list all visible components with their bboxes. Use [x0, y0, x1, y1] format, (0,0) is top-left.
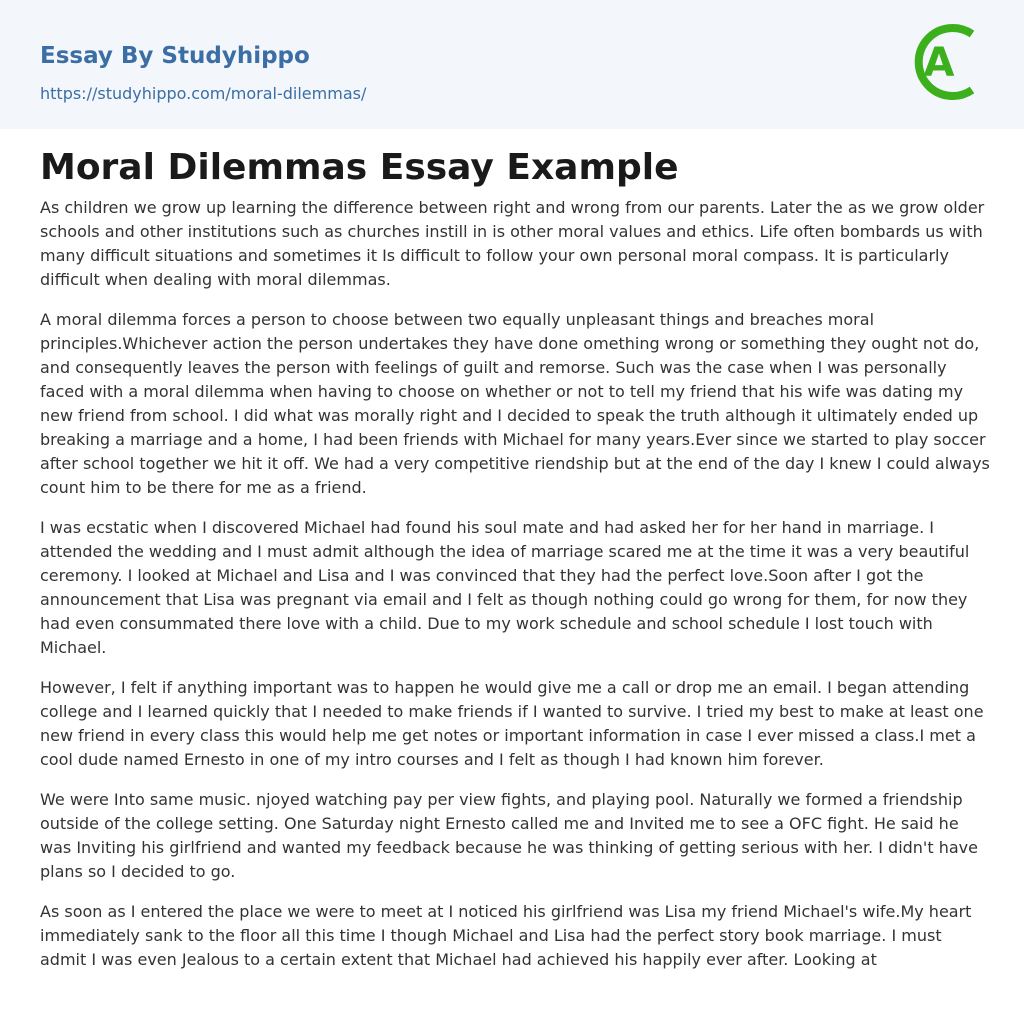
essay-title: Moral Dilemmas Essay Example — [40, 147, 679, 188]
essay-paragraph-5: We were Into same music. njoyed watching pay per view fights, and playing pool. Naturally we formed a friendship outside of the college setting. One Saturday night Ernesto called me and Invited me to see a OFC fight. He said he was Inviting his girlfriend and wanted my feedback because he was thinking of getting serious with her. I didn't have plans so I decided to go. — [40, 790, 978, 881]
site-header — [0, 0, 1024, 129]
studyhippo-logo-icon[interactable] — [910, 18, 988, 106]
essay-paragraph-2: A moral dilemma forces a person to choose between two equally unpleasant things and breaches moral principles.Whichever action the person undertakes they have done omething wrong or something they ought not do, and consequently leaves the person with feelings of guilt and remorse. Such was the case when I was personally faced with a moral dilemma when having to choose on whether or not to tell my friend that his wife was dating my new friend from school. I did what was morally right and I decided to speak the truth although it ultimately ended up breaking a marriage and a home, I had been friends with Michael for many years.Ever since we started to play soccer after school together we hit it off. We had a very competitive riendship but at the end of the day I knew I could always count him to be there for me as a friend. — [40, 310, 990, 497]
article-url-link[interactable]: https://studyhippo.com/moral-dilemmas/ — [40, 84, 367, 103]
brand-title[interactable]: Essay By Studyhippo — [40, 43, 310, 69]
essay-paragraph-1: As children we grow up learning the difference between right and wrong from our parents. Later the as we grow older schools and other institutions such as churches instill in is other moral values and ethics. Life often bombards us with many difficult situations and sometimes it Is difficult to follow your own personal moral compass. It is particularly difficult when dealing with moral dilemmas. — [40, 198, 985, 289]
essay-paragraph-4: However, I felt if anything important was to happen he would give me a call or drop me an email. I began attending college and I learned quickly that I needed to make friends if I wanted to survive. I tried my best to make at least one new friend in every class this would help me get notes or important information in case I ever missed a class.I met a cool dude named Ernesto in one of my intro courses and I felt as though I had known him forever. — [40, 678, 984, 769]
essay-paragraph-3: I was ecstatic when I discovered Michael had found his soul mate and had asked her for her hand in marriage. I attended the wedding and I must admit although the idea of marriage scared me at the time it was a very beautiful ceremony. I looked at Michael and Lisa and I was convinced that they had the perfect love.Soon after I got the announcement that Lisa was pregnant via email and I felt as though nothing could go wrong for them, for now they had even consummated there love with a child. Due to my work schedule and school schedule I lost touch with Michael. — [40, 518, 970, 657]
logo-letter: A — [923, 40, 955, 86]
essay-paragraph-6: As soon as I entered the place we were to meet at I noticed his girlfriend was Lisa my friend Michael's wife.My heart immediately sank to the floor all this time I though Michael and Lisa had the perfect story book marriage. I must admit I was even Jealous to a certain extent that Michael had achieved his happily ever after. Looking at — [40, 902, 972, 969]
essay-content — [40, 140, 990, 988]
